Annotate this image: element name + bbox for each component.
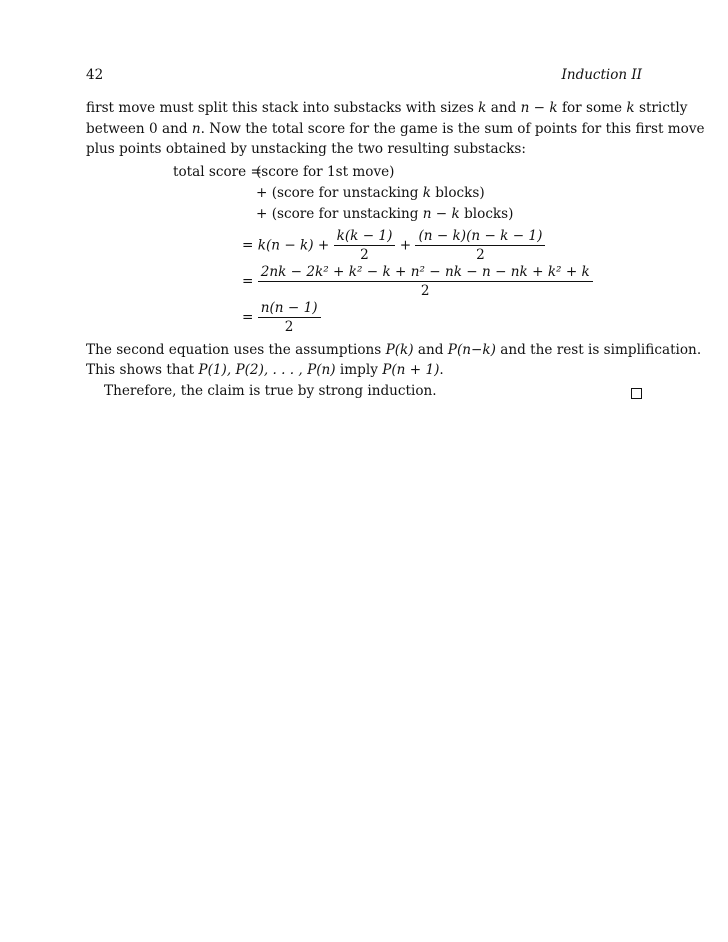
math-expr: P(n + 1) bbox=[382, 361, 440, 378]
fraction-denominator: 2 bbox=[258, 317, 321, 336]
math-var: k bbox=[422, 185, 431, 201]
math-var: k bbox=[478, 100, 487, 116]
plus-sign: + bbox=[399, 237, 412, 254]
math-expr: P(n−k) bbox=[447, 342, 496, 358]
qed-square-icon bbox=[631, 388, 642, 399]
text-run: This shows that bbox=[86, 361, 199, 378]
equation-row-4 bbox=[242, 227, 545, 264]
fraction bbox=[258, 299, 321, 336]
text-run: . bbox=[439, 361, 444, 378]
explanation-paragraph bbox=[86, 341, 702, 380]
text-run: (score for unstacking bbox=[271, 185, 423, 201]
math-var: k bbox=[626, 100, 635, 116]
intro-line-3: plus points obtained by unstacking the two resulting substacks: bbox=[86, 141, 526, 157]
text-run: blocks) bbox=[430, 185, 485, 201]
text-run: blocks) bbox=[459, 206, 514, 222]
fraction-numerator: 2nk − 2k² + k² − k + n² − nk − n − nk + k² + k bbox=[260, 264, 590, 280]
text-run: The second equation uses the assumptions bbox=[86, 342, 386, 358]
plus-sign: + bbox=[256, 206, 268, 222]
conclusion-text: Therefore, the claim is true by strong induction. bbox=[104, 383, 437, 399]
math-expr: P(k) bbox=[385, 342, 414, 358]
text-run: first move must split this stack into substacks with sizes bbox=[86, 100, 479, 116]
text-run: and the rest is simplification. bbox=[495, 342, 702, 358]
equation-row-2 bbox=[256, 185, 485, 201]
fraction bbox=[258, 263, 593, 300]
fraction-denominator: 2 bbox=[334, 245, 396, 264]
text-run: between bbox=[86, 120, 150, 137]
fraction-numerator: n(n − 1) bbox=[260, 300, 318, 316]
fraction bbox=[334, 227, 396, 264]
text-run: strictly bbox=[634, 100, 688, 116]
fraction-denominator: 2 bbox=[415, 245, 545, 264]
math-expr: P(1), P(2), . . . , P(n) bbox=[198, 361, 336, 378]
fraction-numerator: k(k − 1) bbox=[336, 228, 393, 244]
text-run: and bbox=[157, 120, 192, 137]
text-run: imply bbox=[335, 361, 383, 378]
text-run: and bbox=[413, 342, 448, 358]
text-run: (score for unstacking bbox=[271, 206, 423, 222]
fraction-numerator: (n − k)(n − k − 1) bbox=[418, 228, 543, 244]
explanation-line-1 bbox=[86, 341, 702, 361]
equation-label: total score = bbox=[173, 164, 262, 180]
fraction-denominator: 2 bbox=[258, 281, 593, 300]
math-number: 0 bbox=[149, 120, 158, 137]
math-expr: n − k bbox=[422, 206, 460, 222]
fraction bbox=[415, 227, 545, 264]
equation-row-1: (score for 1st move) bbox=[256, 164, 395, 180]
text-run: . Now the total score for the game is the sum of points for this first move bbox=[200, 120, 705, 137]
equation-row-6 bbox=[242, 299, 321, 336]
equation-row-3 bbox=[256, 206, 513, 222]
intro-line-2 bbox=[86, 119, 705, 140]
plus-sign: + bbox=[256, 185, 268, 201]
explanation-line-2 bbox=[86, 361, 642, 381]
math-var: n bbox=[191, 120, 201, 137]
equation-row-5 bbox=[242, 263, 593, 300]
math-expr: n − k bbox=[520, 100, 558, 116]
text-run: for some bbox=[557, 100, 627, 116]
math-expr: = k(n − k) + bbox=[242, 237, 330, 254]
equals-sign: = bbox=[242, 273, 254, 290]
running-title: Induction II bbox=[561, 67, 642, 83]
page-number: 42 bbox=[86, 67, 104, 83]
intro-line-1 bbox=[86, 98, 688, 119]
text-run: and bbox=[486, 100, 521, 116]
intro-paragraph bbox=[86, 98, 705, 160]
equals-sign: = bbox=[242, 309, 254, 326]
